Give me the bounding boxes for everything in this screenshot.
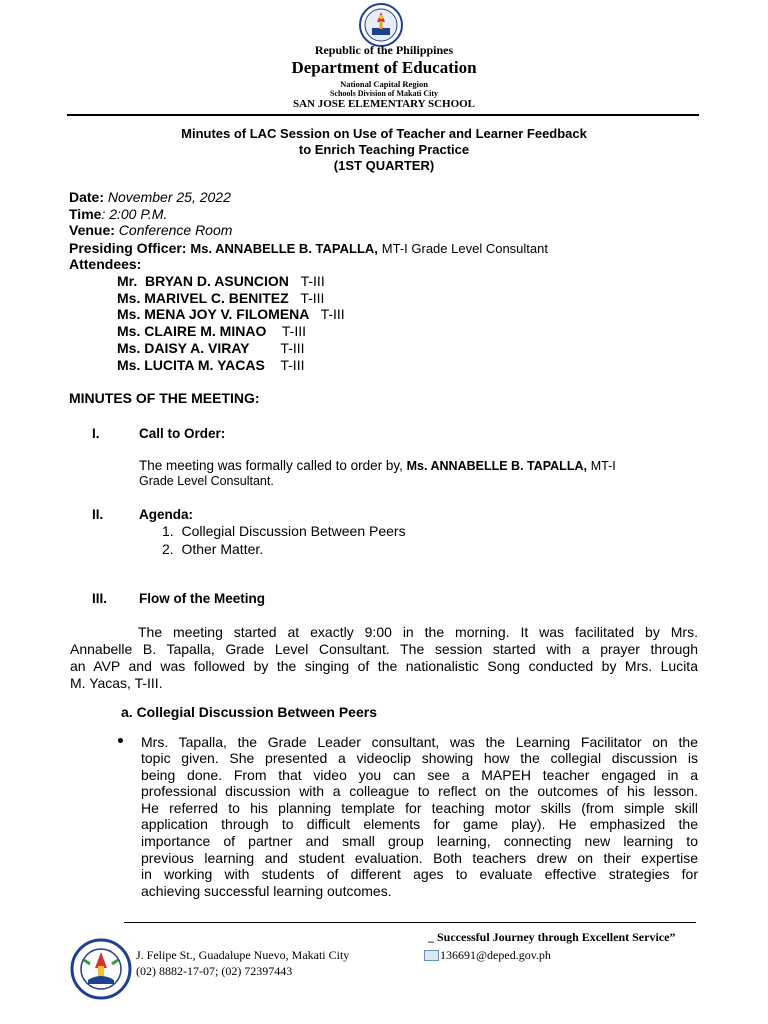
bullet-line: professional discussion with a colleague to reflect on the outcomes of his lesson. xyxy=(141,783,698,799)
flow-paragraph-line: Annabelle B. Tapalla, Grade Level Consultant. The session started with a prayer through xyxy=(70,641,698,657)
bullet-icon xyxy=(118,738,123,743)
attendee-position: T-III xyxy=(280,357,305,373)
presiding-name: Ms. ANNABELLE B. TAPALLA, xyxy=(190,241,378,256)
attendees-label: Attendees: xyxy=(69,256,142,272)
department-name: Department of Education xyxy=(291,58,477,77)
republic-line: Republic of the Philippines xyxy=(314,43,454,57)
date-row xyxy=(69,189,231,206)
attendee-position: T-III xyxy=(320,306,345,322)
attendee-item xyxy=(117,273,325,290)
section-number: I. xyxy=(92,426,100,441)
bullet-line: in working with students of different ages to evaluate effective strategies for xyxy=(141,866,698,882)
section-title: Agenda: xyxy=(139,507,193,522)
section-title: Call to Order: xyxy=(139,426,226,441)
header-divider xyxy=(67,114,699,116)
document-title-line3: (1ST QUARTER) xyxy=(333,158,435,173)
school-logo-icon xyxy=(70,938,132,1000)
time-label: Time xyxy=(69,206,102,222)
section-number: III. xyxy=(92,591,108,606)
venue-value: Conference Room xyxy=(118,222,233,238)
division-line: Schools Division of Makati City xyxy=(329,89,438,98)
section-number: II. xyxy=(92,507,104,522)
attendee-name: Mr. BRYAN D. ASUNCION xyxy=(117,273,301,289)
minutes-heading: MINUTES OF THE MEETING: xyxy=(69,390,260,406)
attendee-position: T-III xyxy=(300,273,325,289)
call-to-order-suffix: MT-I xyxy=(590,459,616,473)
attendee-item xyxy=(117,306,345,323)
agenda-item: 1. Collegial Discussion Between Peers xyxy=(162,523,406,539)
footer-slogan: _ Successful Journey through Excellent Service” xyxy=(428,930,676,944)
attendee-name: Ms. LUCITA M. YACAS xyxy=(117,357,281,373)
bullet-line: importance of partner and small group learning, connecting new learning to xyxy=(141,833,698,849)
bullet-line: achieving successful learning outcomes. xyxy=(141,883,392,899)
footer-address: J. Felipe St., Guadalupe Nuevo, Makati City xyxy=(136,948,350,962)
bullet-line: previous learning and student evaluation. Both teachers drew on their expertise xyxy=(141,850,698,866)
presiding-officer-row xyxy=(69,240,548,257)
call-to-order-line2: Grade Level Consultant. xyxy=(139,474,274,488)
attendee-name: Ms. MARIVEL C. BENITEZ xyxy=(117,290,301,306)
attendee-item xyxy=(117,340,305,357)
bullet-line: application through to difficult elements for game play). He emphasized the xyxy=(141,816,698,832)
document-title-line2: to Enrich Teaching Practice xyxy=(298,142,470,157)
attendee-position: T-III xyxy=(280,340,305,356)
attendee-position: T-III xyxy=(300,290,325,306)
footer-email[interactable]: 136691@deped.gov.ph xyxy=(440,948,551,962)
school-name: SAN JOSE ELEMENTARY SCHOOL xyxy=(292,98,476,110)
sub-heading: a. Collegial Discussion Between Peers xyxy=(121,704,377,720)
footer-divider xyxy=(124,922,696,923)
time-value: : 2:00 P.M. xyxy=(101,206,168,222)
attendee-item xyxy=(117,357,304,374)
attendee-name: Ms. CLAIRE M. MINAO xyxy=(117,323,282,339)
document-title-line1: Minutes of LAC Session on Use of Teacher and Learner Feedback xyxy=(181,126,587,141)
date-label: Date: xyxy=(69,189,105,205)
attendee-item xyxy=(117,290,324,307)
envelope-icon xyxy=(424,950,439,961)
bullet-line: Mrs. Tapalla, the Grade Leader consultant, was the Learning Facilitator on the xyxy=(141,734,698,750)
attendee-item xyxy=(117,323,306,340)
bullet-line: He referred to his planning template for teaching motor skills (from simple skill xyxy=(141,800,698,816)
flow-paragraph-line: M. Yacas, T-III. xyxy=(70,675,163,691)
venue-row xyxy=(69,222,232,239)
time-row xyxy=(69,206,167,223)
footer-phone: (02) 8882-17-07; (02) 72397443 xyxy=(136,964,293,978)
agenda-item: 2. Other Matter. xyxy=(162,541,264,557)
presiding-position: MT-I Grade Level Consultant xyxy=(381,241,548,256)
bullet-line: topic given. She presented a videoclip showing how the collegial discussion is xyxy=(141,750,698,766)
venue-label: Venue: xyxy=(69,222,115,238)
bullet-line: being done. From that video you can see a MAPEH teacher engaged in a xyxy=(141,767,698,783)
flow-paragraph-line: The meeting started at exactly 9:00 in the morning. It was facilitated by Mrs. xyxy=(138,624,698,640)
flow-paragraph-line: an AVP and was followed by the singing of the nationalistic Song conducted by Mrs. Lucita xyxy=(70,658,698,674)
attendee-name: Ms. DAISY A. VIRAY xyxy=(117,340,281,356)
call-to-order-text xyxy=(139,458,616,473)
attendee-name: Ms. MENA JOY V. FILOMENA xyxy=(117,306,321,322)
region-line: National Capital Region xyxy=(340,79,428,89)
call-to-order-name: Ms. ANNABELLE B. TAPALLA, xyxy=(406,459,587,473)
deped-seal-icon xyxy=(358,2,404,48)
section-title: Flow of the Meeting xyxy=(139,591,265,606)
presiding-label: Presiding Officer: xyxy=(69,240,187,256)
attendee-position: T-III xyxy=(281,323,307,339)
date-value: November 25, 2022 xyxy=(107,189,231,205)
call-to-order-prefix: The meeting was formally called to order by, xyxy=(139,458,403,473)
